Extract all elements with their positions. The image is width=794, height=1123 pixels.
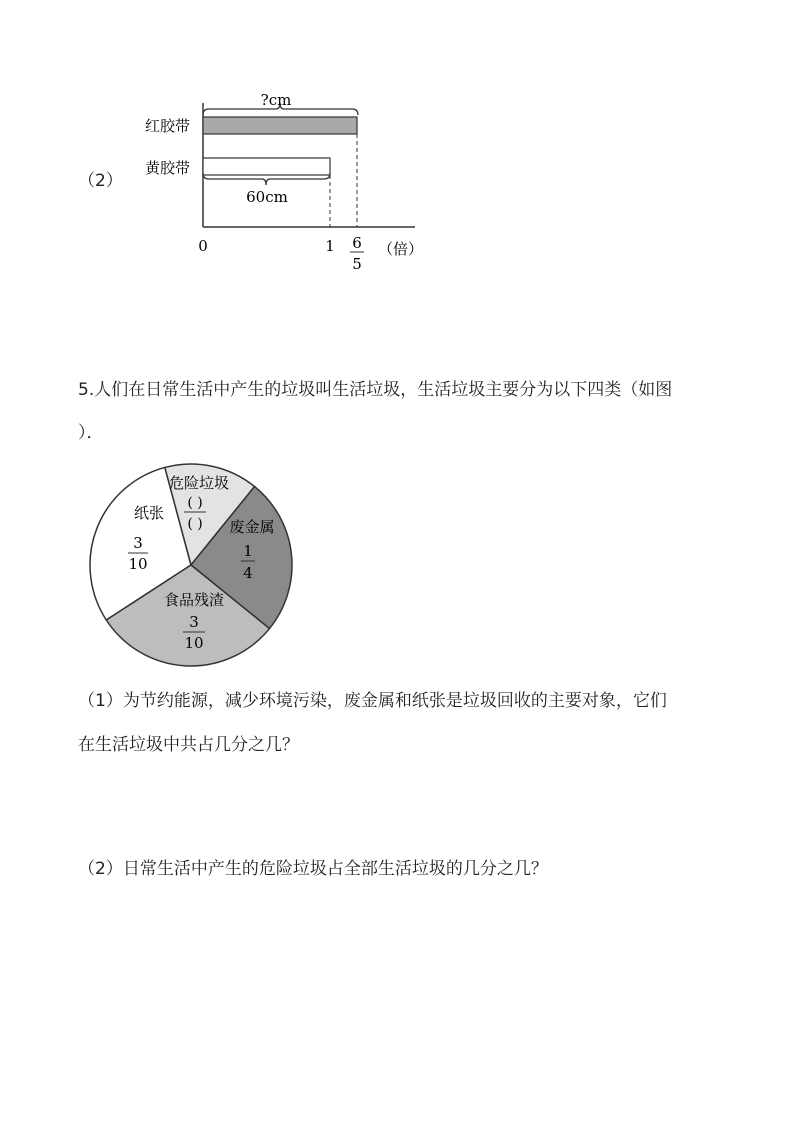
yellow-tape-bar: [203, 158, 330, 175]
tick-label-zero: 0: [198, 237, 208, 255]
slice-label-hazard: 危险垃圾: [168, 474, 230, 492]
unknown-length-label: ?cm: [260, 91, 292, 109]
known-length-label: 60cm: [246, 188, 288, 206]
question5-line1: 5.人们在日常生活中产生的垃圾叫生活垃圾，生活垃圾主要分为以下四类（如图: [78, 380, 673, 400]
tick-label-one: 1: [325, 237, 335, 255]
slice-den-paper: 10: [128, 555, 148, 573]
sub1-line2: 在生活垃圾中共占几分之几？: [78, 735, 299, 755]
unit-label: （倍）: [378, 240, 424, 258]
slice-label-food: 食品残渣: [163, 591, 225, 609]
tick-fraction-denominator: 5: [352, 255, 362, 273]
question5-line2: ）．: [78, 423, 104, 443]
sub1-line1: （1）为节约能源，减少环境污染，废金属和纸张是垃圾回收的主要对象，它们: [78, 691, 667, 711]
tape-diagram: [130, 85, 430, 275]
slice-label-paper: 纸张: [134, 504, 165, 522]
part-label: （2）: [78, 171, 123, 191]
slice-label-metal: 废金属: [229, 518, 275, 536]
yellow-tape-label: 黄胶带: [144, 159, 190, 177]
red-tape-bar: [203, 117, 357, 134]
slice-den-hazard: ( ): [187, 516, 203, 532]
slice-den-metal: 4: [243, 564, 253, 582]
pie-chart: [88, 462, 298, 672]
red-tape-label: 红胶带: [144, 117, 190, 135]
slice-num-food: 3: [189, 613, 199, 631]
slice-den-food: 10: [184, 634, 204, 652]
tick-fraction-numerator: 6: [352, 234, 362, 252]
sub2-line1: （2）日常生活中产生的危险垃圾占全部生活垃圾的几分之几？: [78, 859, 548, 879]
slice-num-metal: 1: [243, 542, 253, 560]
slice-num-hazard: ( ): [187, 495, 203, 511]
slice-num-paper: 3: [133, 534, 143, 552]
